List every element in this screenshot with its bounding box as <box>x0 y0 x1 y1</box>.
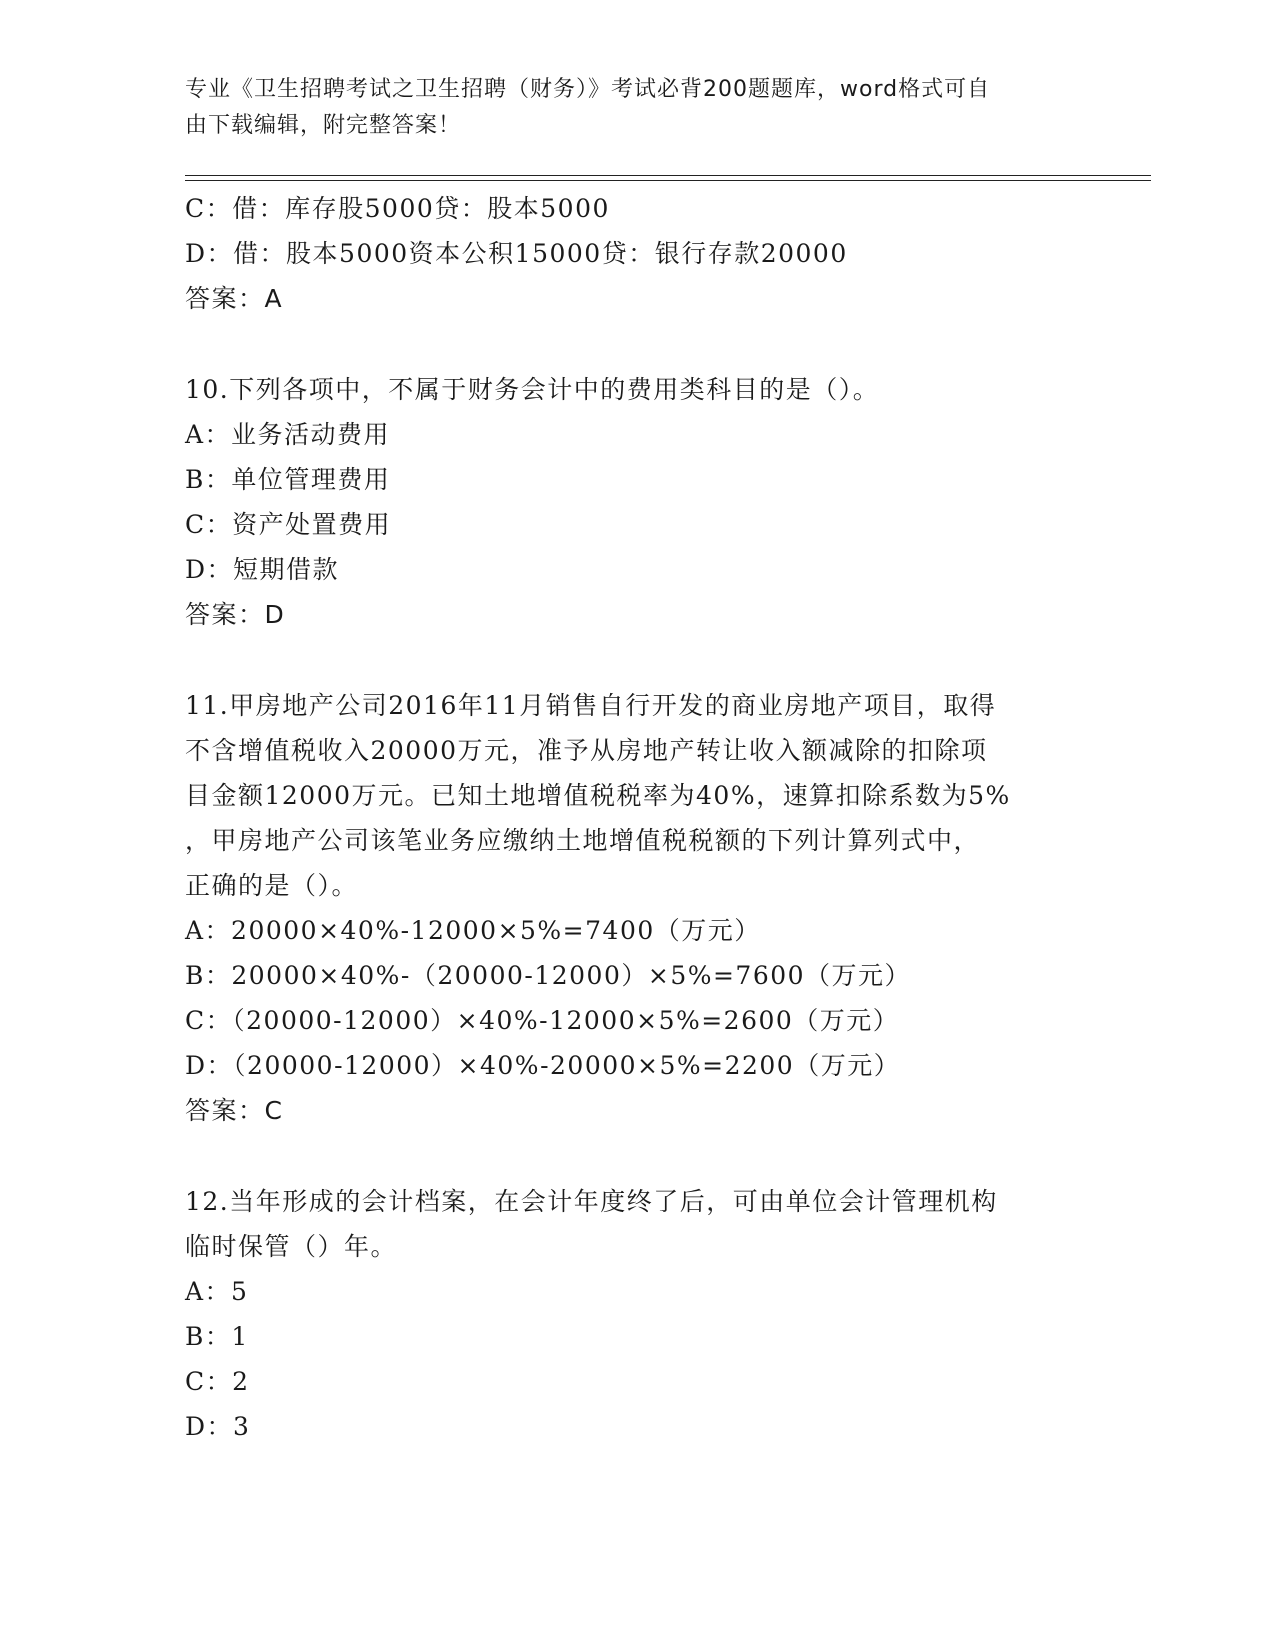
spacer <box>185 637 1085 683</box>
q12-option-d: D：3 <box>185 1412 251 1441</box>
question-11 <box>185 683 1085 1133</box>
header-line-2: 由下载编辑，附完整答案！ <box>185 113 462 138</box>
q10-option-d: D：短期借款 <box>185 555 340 584</box>
question-12 <box>185 1179 1085 1449</box>
question-9-continued <box>185 186 1085 321</box>
q10-option-c: C：资产处置费用 <box>185 510 392 539</box>
q10-stem: 10.下列各项中，不属于财务会计中的费用类科目的是（）。 <box>185 375 880 404</box>
header-line-1: 专业《卫生招聘考试之卫生招聘（财务）》考试必背200题题库，word格式可自 <box>185 77 991 102</box>
q10-option-b: B：单位管理费用 <box>185 465 391 494</box>
spacer <box>185 1133 1085 1179</box>
q12-option-a: A：5 <box>185 1277 249 1306</box>
q9-answer: 答案：A <box>185 284 284 313</box>
q12-stem-line-2: 临时保管（）年。 <box>185 1232 398 1261</box>
q10-option-a: A：业务活动费用 <box>185 420 391 449</box>
q12-stem-line-1: 12.当年形成的会计档案，在会计年度终了后，可由单位会计管理机构 <box>185 1187 998 1216</box>
document-header <box>185 72 1065 144</box>
document-body <box>185 186 1085 1449</box>
q11-option-b: B：20000×40%-（20000-12000）×5%=7600（万元） <box>185 961 912 990</box>
header-divider-top <box>185 175 1151 176</box>
q11-stem-line-4: ，甲房地产公司该笔业务应缴纳土地增值税税额的下列计算列式中， <box>185 826 981 855</box>
q11-stem-line-3: 目金额12000万元。已知土地增值税税率为40%，速算扣除系数为5% <box>185 781 1011 810</box>
spacer <box>185 321 1085 367</box>
q11-option-a: A：20000×40%-12000×5%=7400（万元） <box>185 916 761 945</box>
q11-stem-line-2: 不含增值税收入20000万元，准予从房地产转让收入额减除的扣除项 <box>185 736 988 765</box>
q9-option-d: D：借：股本5000资本公积15000贷：银行存款20000 <box>185 239 848 268</box>
q12-option-c: C：2 <box>185 1367 250 1396</box>
q11-option-c: C：（20000-12000）×40%-12000×5%=2600（万元） <box>185 1006 900 1035</box>
q11-option-d: D：（20000-12000）×40%-20000×5%=2200（万元） <box>185 1051 901 1080</box>
q12-option-b: B：1 <box>185 1322 249 1351</box>
q11-stem-line-1: 11.甲房地产公司2016年11月销售自行开发的商业房地产项目，取得 <box>185 691 997 720</box>
q10-answer: 答案：D <box>185 600 286 629</box>
q9-option-c: C：借：库存股5000贷：股本5000 <box>185 194 610 223</box>
question-10 <box>185 367 1085 637</box>
q11-answer: 答案：C <box>185 1096 284 1125</box>
q11-stem-line-5: 正确的是（）。 <box>185 871 359 900</box>
header-divider-bottom <box>185 180 1151 181</box>
